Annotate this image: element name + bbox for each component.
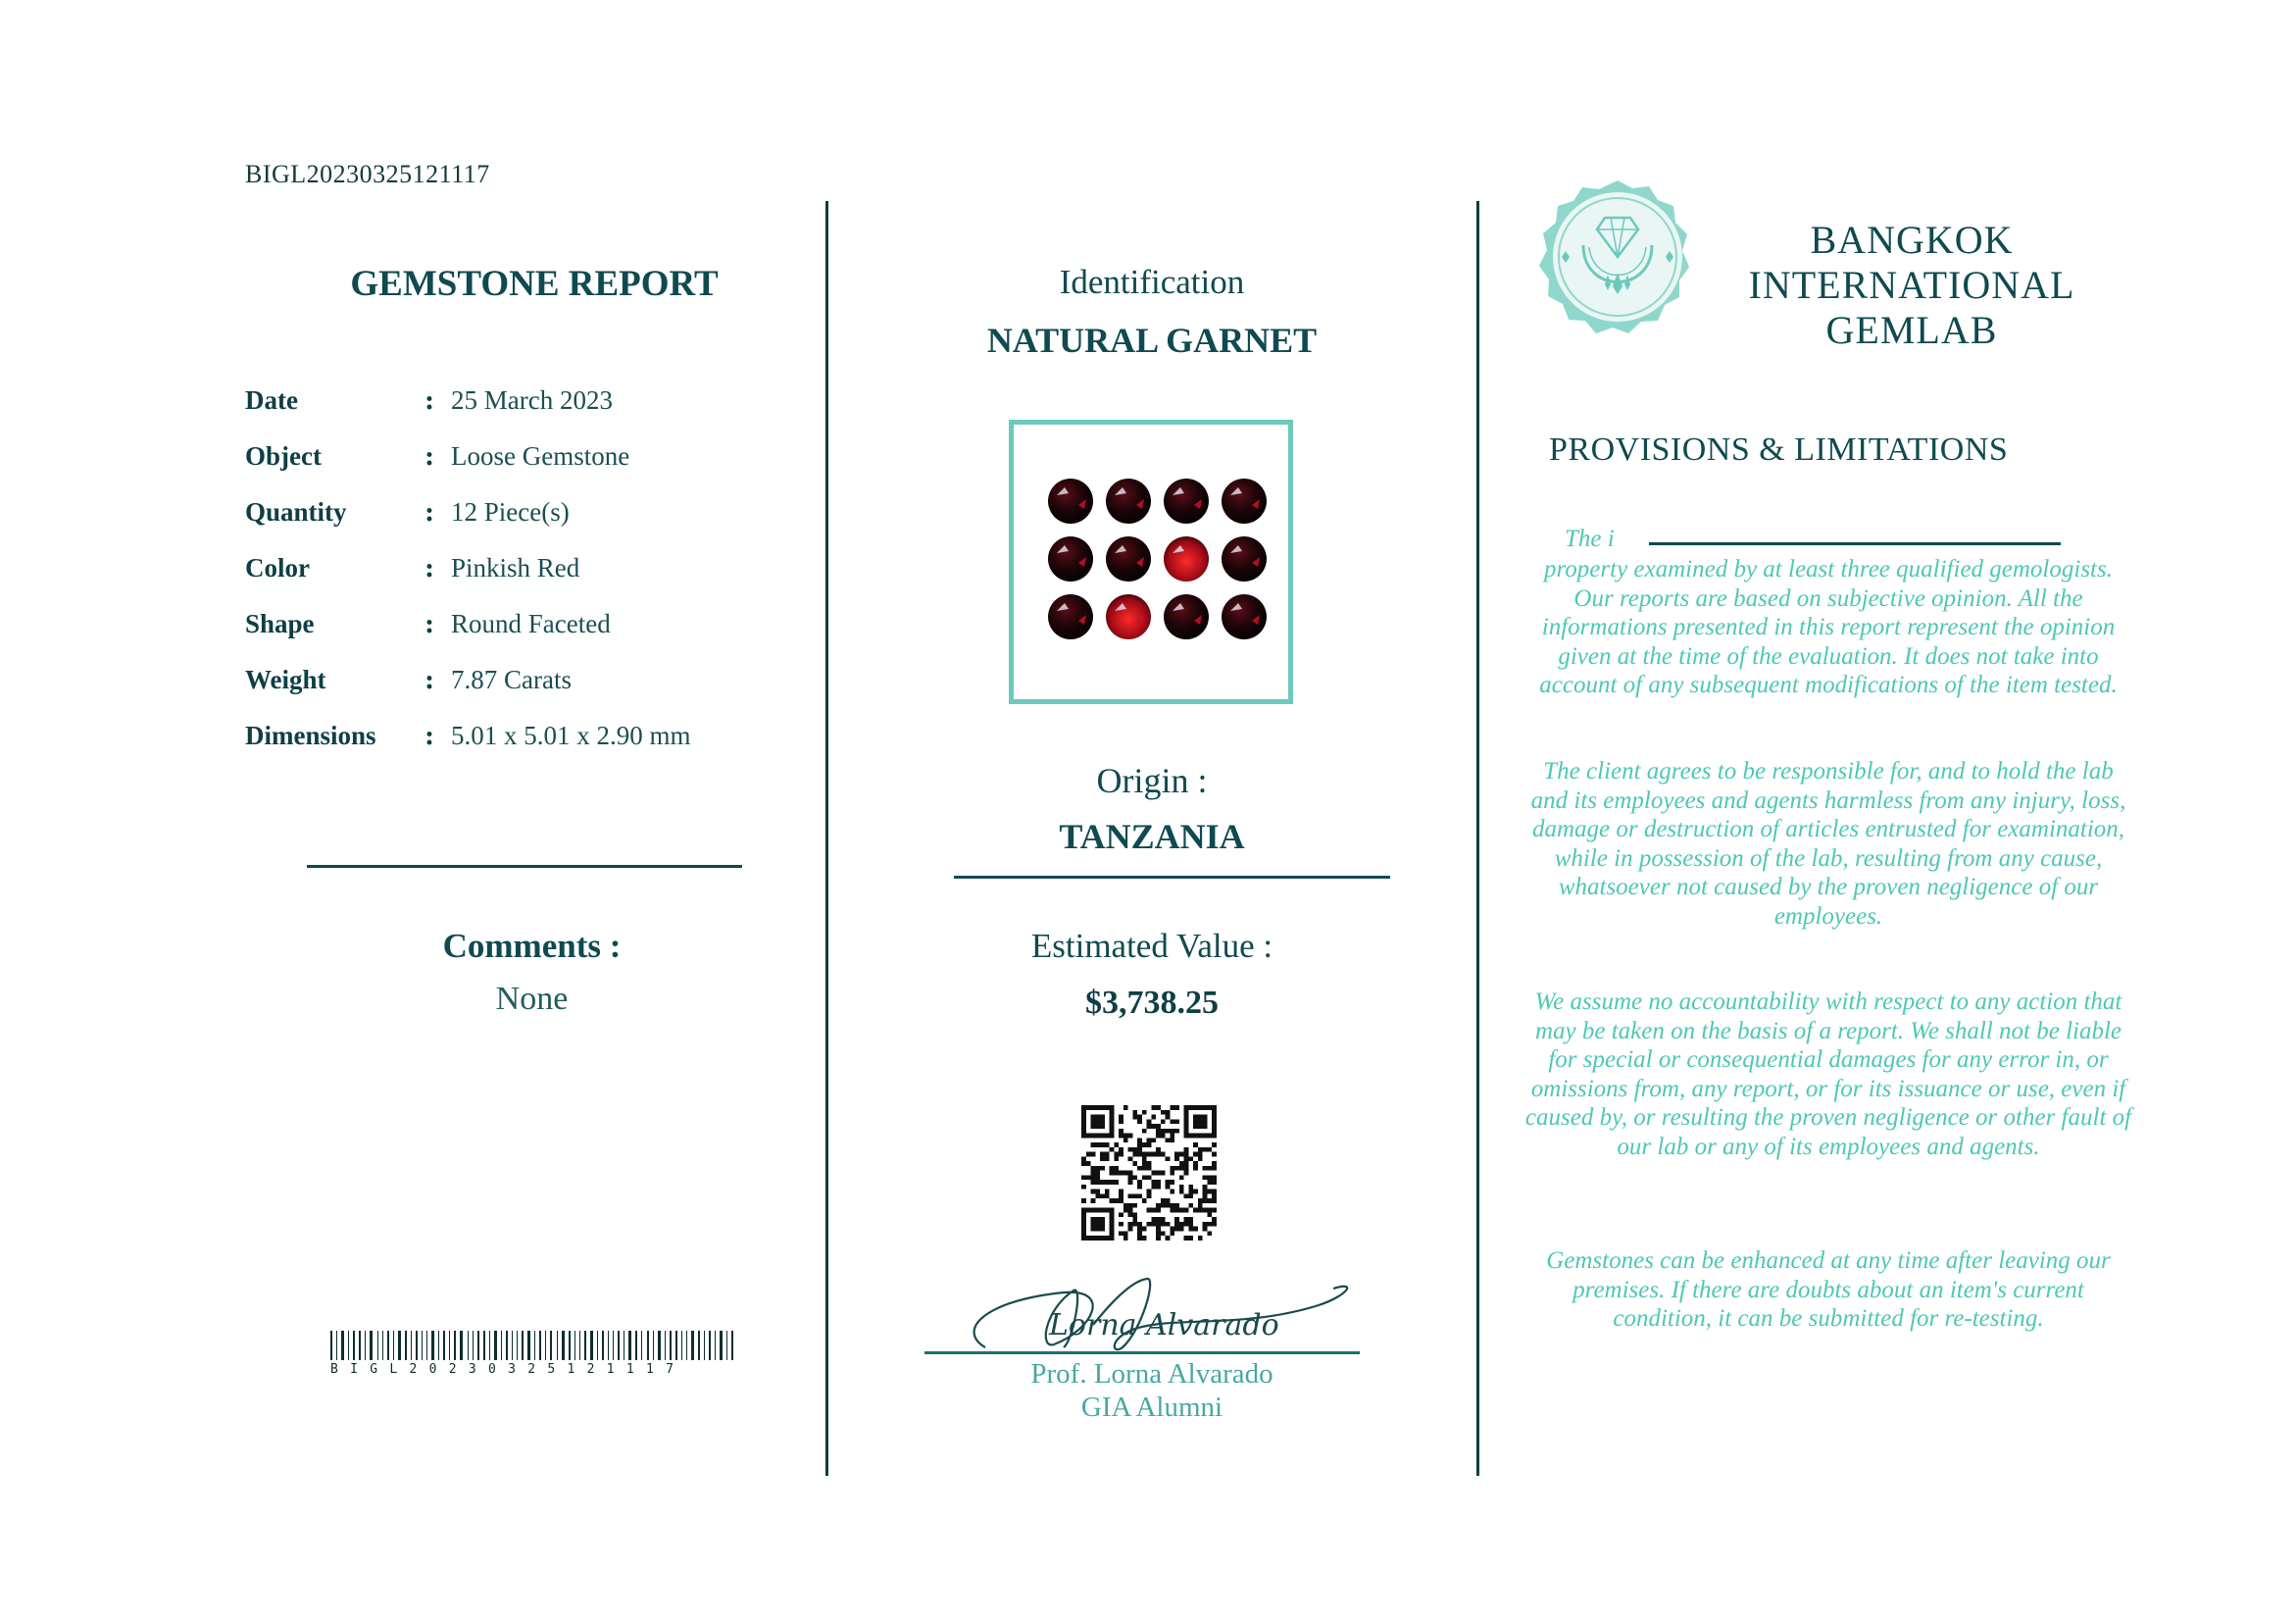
- middle-divider-rule: [954, 876, 1390, 879]
- barcode-bar: [489, 1331, 490, 1360]
- detail-row-date: [245, 373, 794, 429]
- gemstone: [1106, 594, 1151, 639]
- comments-value: None: [495, 981, 569, 1017]
- barcode-bar: [715, 1331, 716, 1360]
- detail-value: 5.01 x 5.01 x 2.90 mm: [451, 721, 691, 750]
- gemstone: [1222, 594, 1267, 639]
- detail-label: Dimensions: [245, 721, 376, 750]
- barcode-bar: [468, 1331, 469, 1360]
- gemstone: [1164, 536, 1209, 582]
- barcode-bar: [405, 1331, 407, 1360]
- barcode-bar: [506, 1331, 508, 1360]
- signature-rule: [924, 1351, 1360, 1354]
- gemstone: [1106, 536, 1151, 582]
- detail-row-shape: [245, 596, 794, 652]
- detail-label: Quantity: [245, 497, 347, 527]
- barcode-bar: [574, 1331, 575, 1360]
- barcode-bar: [613, 1331, 614, 1360]
- signature-script: Lorna Alvarado: [1049, 1308, 1279, 1342]
- barcode-bar: [382, 1331, 383, 1360]
- left-divider-rule: [307, 865, 742, 868]
- detail-value: Loose Gemstone: [451, 441, 630, 471]
- detail-row-quantity: [245, 484, 794, 540]
- detail-row-dimensions: [245, 708, 794, 764]
- report-title: GEMSTONE REPORT: [350, 264, 719, 304]
- barcode-bar: [398, 1331, 401, 1360]
- gemstone: [1106, 479, 1151, 524]
- barcode-bar: [647, 1331, 649, 1360]
- barcode-bar: [665, 1331, 666, 1360]
- barcode-bar: [501, 1331, 502, 1360]
- barcode-bar: [438, 1331, 439, 1360]
- detail-separator: :: [424, 497, 434, 528]
- signer-name: Prof. Lorna Alvarado: [1030, 1358, 1273, 1390]
- details-table: [245, 373, 794, 764]
- barcode-bar: [517, 1331, 518, 1360]
- provisions-paragraph: We assume no accountability with respect to any action that may be taken on the basis of a report. We shall not be liable for special or consequential damages for any error in, or omissions from, any report, or for its issuance or use, even if caused by, or resulting the proven negligence or other fault of our lab or any of its employees and agents.: [1524, 988, 2132, 1160]
- detail-label: Object: [245, 441, 322, 471]
- barcode-bar: [608, 1331, 609, 1360]
- gemstone-photo-image: [1014, 425, 1288, 699]
- species-name: NATURAL GARNET: [986, 321, 1318, 360]
- gemstone: [1164, 479, 1209, 524]
- barcode-bar: [681, 1331, 682, 1360]
- barcode-bar: [539, 1331, 541, 1360]
- barcode-bar: [590, 1331, 593, 1360]
- gemstone: [1048, 479, 1093, 524]
- barcode-bar: [431, 1331, 434, 1360]
- barcode-bar: [709, 1331, 711, 1360]
- comments-label: Comments :: [442, 927, 622, 965]
- barcode-bar: [512, 1331, 513, 1360]
- barcode-bar: [704, 1331, 705, 1360]
- gemstone: [1048, 536, 1093, 582]
- detail-label: Date: [245, 385, 298, 415]
- signature: [946, 1271, 1358, 1359]
- barcode-bar: [443, 1331, 445, 1360]
- barcode-bar: [460, 1331, 463, 1360]
- barcode-bar: [422, 1331, 423, 1360]
- provisions-rule: [1649, 542, 2061, 545]
- barcode-bar: [731, 1331, 733, 1360]
- lab-seal-icon: [1534, 177, 1701, 343]
- barcode-bar: [584, 1331, 586, 1360]
- lab-name-line: GEMLAB: [1825, 308, 1998, 352]
- barcode-bar: [473, 1331, 474, 1360]
- gemstone-photo: [1009, 420, 1293, 704]
- barcode-bar: [658, 1331, 661, 1360]
- barcode-bar: [336, 1331, 337, 1360]
- barcode-bar: [353, 1331, 355, 1360]
- qr-code-image: [1081, 1105, 1217, 1241]
- provisions-fragment: The i: [1565, 526, 1615, 552]
- gemstone: [1222, 536, 1267, 582]
- gemstone: [1164, 594, 1209, 639]
- estimated-value-label: Estimated Value :: [1030, 927, 1273, 965]
- barcode-bar: [365, 1331, 366, 1360]
- barcode-bar: [726, 1331, 727, 1360]
- gemstone: [1048, 594, 1093, 639]
- signer-title: GIA Alumni: [1080, 1392, 1223, 1423]
- detail-value: 7.87 Carats: [451, 665, 572, 694]
- barcode-bar: [341, 1331, 344, 1360]
- barcode-bar: [562, 1331, 565, 1360]
- detail-row-color: [245, 540, 794, 596]
- barcode-bar: [579, 1331, 580, 1360]
- signature-image: [946, 1271, 1358, 1359]
- provisions-title: PROVISIONS & LIMITATIONS: [1549, 431, 2009, 468]
- barcode-bar: [377, 1331, 378, 1360]
- detail-value: 25 March 2023: [451, 385, 613, 415]
- column-divider-right: [1476, 201, 1479, 1476]
- barcode-bar: [670, 1331, 672, 1360]
- lab-name-line: INTERNATIONAL: [1748, 263, 2075, 307]
- barcode-bar: [691, 1331, 694, 1360]
- detail-separator: :: [424, 553, 434, 583]
- detail-label: Weight: [245, 665, 326, 694]
- barcode-bar: [330, 1331, 332, 1360]
- detail-separator: :: [424, 609, 434, 639]
- provisions-paragraph: Gemstones can be enhanced at any time after leaving our premises. If there are doubts about an item's current condition, it can be submitted for re-testing.: [1546, 1247, 2111, 1332]
- detail-value: Pinkish Red: [451, 553, 580, 583]
- barcode-text: BIGL20230325121117: [330, 1362, 686, 1377]
- qr-code: [1081, 1105, 1217, 1241]
- barcode-bar: [483, 1331, 485, 1360]
- barcode-bar: [550, 1331, 552, 1360]
- detail-separator: :: [424, 665, 434, 695]
- identification-label: Identification: [1059, 263, 1245, 301]
- barcode-bar: [527, 1331, 530, 1360]
- origin-label: Origin :: [1096, 761, 1208, 800]
- barcode-bar: [359, 1331, 361, 1360]
- origin-value: TANZANIA: [1059, 817, 1245, 856]
- detail-row-object: [245, 429, 794, 484]
- barcode: [330, 1331, 734, 1380]
- barcode-bar: [635, 1331, 637, 1360]
- barcode-bar: [653, 1331, 654, 1360]
- barcode-bar: [534, 1331, 535, 1360]
- barcode-bar: [597, 1331, 598, 1360]
- barcode-bars: [330, 1331, 734, 1360]
- barcode-bar: [494, 1331, 497, 1360]
- detail-value: 12 Piece(s): [451, 497, 570, 527]
- detail-value: Round Faceted: [451, 609, 611, 638]
- report-id: BIGL20230325121117: [245, 160, 490, 188]
- gemstone: [1222, 479, 1267, 524]
- lab-name-line: BANGKOK: [1810, 218, 2014, 262]
- barcode-bar: [618, 1331, 620, 1360]
- barcode-bar: [641, 1331, 642, 1360]
- detail-label: Color: [245, 553, 310, 583]
- estimated-value-amount: $3,738.25: [1085, 985, 1219, 1021]
- barcode-bar: [522, 1331, 524, 1360]
- barcode-bar: [416, 1331, 418, 1360]
- detail-separator: :: [424, 441, 434, 472]
- barcode-bar: [454, 1331, 456, 1360]
- barcode-bar: [348, 1331, 349, 1360]
- detail-separator: :: [424, 721, 434, 751]
- barcode-bar: [370, 1331, 373, 1360]
- detail-separator: :: [424, 385, 434, 416]
- barcode-bar: [628, 1331, 631, 1360]
- barcode-bar: [411, 1331, 412, 1360]
- barcode-bar: [449, 1331, 450, 1360]
- barcode-bar: [698, 1331, 700, 1360]
- detail-row-weight: [245, 652, 794, 708]
- barcode-bar: [569, 1331, 571, 1360]
- barcode-bar: [477, 1331, 479, 1360]
- barcode-bar: [545, 1331, 546, 1360]
- barcode-bar: [393, 1331, 394, 1360]
- barcode-bar: [720, 1331, 723, 1360]
- lab-name: [1725, 218, 2098, 353]
- barcode-bar: [426, 1331, 427, 1360]
- barcode-bar: [675, 1331, 677, 1360]
- detail-label: Shape: [245, 609, 315, 638]
- provisions-paragraph: The client agrees to be responsible for, and to hold the lab and its employees and agents harmless from any injury, loss, damage or destruction of articles entrusted for examination, while in possession of the lab, resulting from any cause, whatsoever not caused by the proven negligence of our employees.: [1530, 758, 2126, 930]
- barcode-bar: [602, 1331, 604, 1360]
- barcode-bar: [387, 1331, 389, 1360]
- barcode-bar: [557, 1331, 558, 1360]
- barcode-bar: [686, 1331, 687, 1360]
- lab-seal-logo: [1534, 177, 1701, 343]
- provisions-paragraph: property examined by at least three qualified gemologists. Our reports are based on subjective opinion. All the informations presented in this report represent the opinion given at the time of the evaluation. It does not take into account of any subsequent modifications of the item tested.: [1539, 556, 2118, 698]
- column-divider-left: [825, 201, 828, 1476]
